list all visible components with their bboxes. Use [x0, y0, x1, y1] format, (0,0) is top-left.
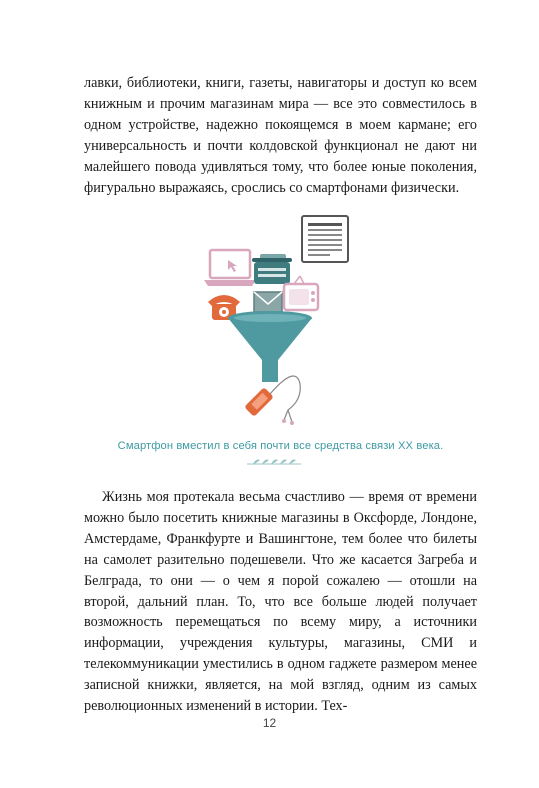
earphones-icon — [270, 376, 300, 425]
funnel-icon — [228, 311, 312, 382]
illustration — [200, 214, 360, 430]
typewriter-icon — [252, 254, 292, 284]
laptop-icon — [204, 250, 256, 286]
page-number: 12 — [262, 716, 277, 730]
figure-caption: Смартфон вместил в себя почти все средства связи XX века. — [117, 440, 444, 452]
newspaper-icon — [302, 216, 348, 262]
leaf-ornament-icon — [245, 455, 303, 469]
envelope-icon — [254, 292, 282, 312]
paragraph-intro: лавки, библиотеки, книги, газеты, навигаторы и доступ ко всем книжным и прочим магазинам мира — все это совместилось в одном устройстве, надежно покоящемся в моем кармане; его универсальность и почти колдовской функционал не дают ни малейшего повода удивляться тому, что более юные поколения, фигурально выражаясь, срослись со смартфонами физически. — [84, 75, 477, 196]
paragraph-main: Жизнь моя протекала весьма счастливо — время от времени можно было посетить книжные магазины в Оксфорде, Лондоне, Амстердаме, Франкфурте и Вашингтоне, тем более что билеты на самолет разительно подешевели. Что же касается Загреба и Белграда, то они — о чем я порой сожалею — отошли на второй, дальний план. То, что все больше людей получает возможность перемещаться по всему миру, а источники информации, учреждения культуры, магазины, СМИ и телекоммуникации уместились в одном гаджете размером менее записной книжки, является, на мой взгляд, одним из самых революционных изменений в истории. Тех- — [84, 489, 477, 715]
smartphone-icon — [244, 387, 274, 417]
